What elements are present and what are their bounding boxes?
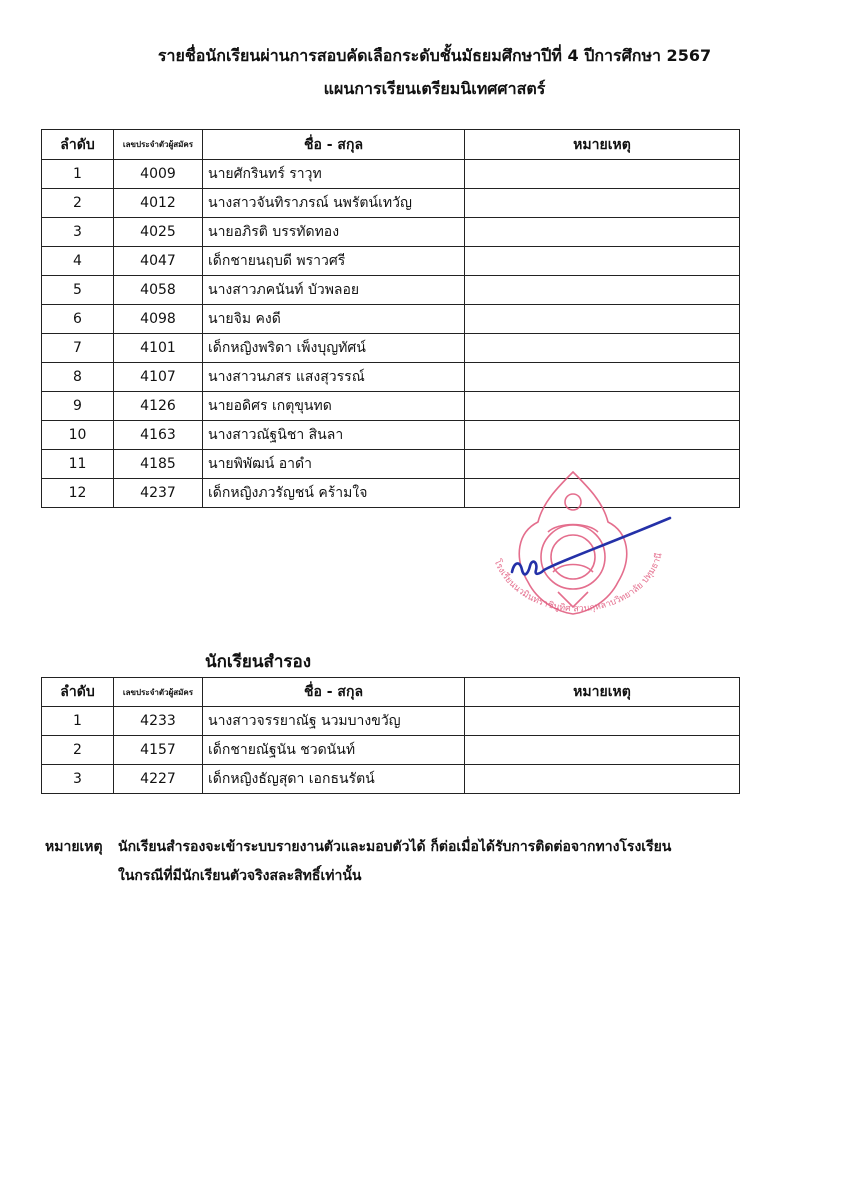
row-name: นายศักรินทร์ ราวุท bbox=[203, 160, 465, 189]
row-applicant-id: 4009 bbox=[114, 160, 203, 189]
table-header-row bbox=[42, 678, 740, 707]
row-remark bbox=[465, 392, 740, 421]
row-remark bbox=[465, 707, 740, 736]
row-order: 1 bbox=[42, 160, 114, 189]
row-order: 9 bbox=[42, 392, 114, 421]
row-name: เด็กหญิงธัญสุดา เอกธนรัตน์ bbox=[203, 765, 465, 794]
row-remark bbox=[465, 736, 740, 765]
header-order: ลำดับ bbox=[42, 678, 114, 707]
row-remark bbox=[465, 363, 740, 392]
row-applicant-id: 4012 bbox=[114, 189, 203, 218]
header-name: ชื่อ - สกุล bbox=[203, 130, 465, 160]
header-remark: หมายเหตุ bbox=[465, 130, 740, 160]
table-row bbox=[42, 334, 740, 363]
table-row bbox=[42, 765, 740, 794]
table-row bbox=[42, 305, 740, 334]
table-row bbox=[42, 736, 740, 765]
signature bbox=[512, 518, 670, 574]
row-order: 1 bbox=[42, 707, 114, 736]
row-name: เด็กชายนฤบดี พราวศรี bbox=[203, 247, 465, 276]
document-title: รายชื่อนักเรียนผ่านการสอบคัดเลือกระดับชั้นมัธยมศึกษาปีที่ 4 ปีการศึกษา 2567 bbox=[157, 46, 712, 65]
row-name: เด็กหญิงภวรัญชน์ คร้ามใจ bbox=[203, 479, 465, 508]
row-order: 5 bbox=[42, 276, 114, 305]
row-name: นางสาวภคนันท์ บัวพลอย bbox=[203, 276, 465, 305]
row-applicant-id: 4047 bbox=[114, 247, 203, 276]
row-remark bbox=[465, 160, 740, 189]
table-row bbox=[42, 247, 740, 276]
row-name: เด็กหญิงพริดา เพ็งบุญทัศน์ bbox=[203, 334, 465, 363]
table-row bbox=[42, 218, 740, 247]
admitted-students-table bbox=[41, 129, 740, 508]
school-seal-with-signature bbox=[478, 462, 678, 642]
seal-text: โรงเรียนนวมินทราชินูทิศ สวนกุหลาบวิทยาลัย ปทุมธานี bbox=[491, 551, 665, 615]
row-applicant-id: 4157 bbox=[114, 736, 203, 765]
note-text-line2: ในกรณีที่มีนักเรียนตัวจริงสละสิทธิ์เท่านั้น bbox=[118, 868, 362, 884]
row-order: 4 bbox=[42, 247, 114, 276]
row-name: นางสาวนภสร แสงสุวรรณ์ bbox=[203, 363, 465, 392]
table-row bbox=[42, 421, 740, 450]
row-name: นายอดิศร เกตุขุนทด bbox=[203, 392, 465, 421]
table-row bbox=[42, 707, 740, 736]
row-applicant-id: 4058 bbox=[114, 276, 203, 305]
row-order: 12 bbox=[42, 479, 114, 508]
row-applicant-id: 4163 bbox=[114, 421, 203, 450]
row-order: 6 bbox=[42, 305, 114, 334]
row-order: 3 bbox=[42, 765, 114, 794]
row-applicant-id: 4237 bbox=[114, 479, 203, 508]
note-text-line1: นักเรียนสำรองจะเข้าระบบรายงานตัวและมอบตัวได้ ก็ต่อเมื่อได้รับการติดต่อจากทางโรงเรียน bbox=[118, 839, 672, 855]
row-remark bbox=[465, 421, 740, 450]
row-remark bbox=[465, 305, 740, 334]
row-name: นางสาวจันทิราภรณ์ นพรัตน์เทวัญ bbox=[203, 189, 465, 218]
row-order: 2 bbox=[42, 189, 114, 218]
row-remark bbox=[465, 247, 740, 276]
row-name: นางสาวณัฐนิชา สินลา bbox=[203, 421, 465, 450]
row-order: 2 bbox=[42, 736, 114, 765]
row-name: นายพิพัฒน์ อาดำ bbox=[203, 450, 465, 479]
header-applicant-id: เลขประจำตัวผู้สมัคร bbox=[114, 678, 203, 707]
row-name: นายจิม คงดี bbox=[203, 305, 465, 334]
row-remark bbox=[465, 189, 740, 218]
row-applicant-id: 4185 bbox=[114, 450, 203, 479]
table-row bbox=[42, 392, 740, 421]
row-order: 3 bbox=[42, 218, 114, 247]
header-order: ลำดับ bbox=[42, 130, 114, 160]
header-applicant-id: เลขประจำตัวผู้สมัคร bbox=[114, 130, 203, 160]
row-name: นางสาวจรรยาณัฐ นวมบางขวัญ bbox=[203, 707, 465, 736]
row-applicant-id: 4025 bbox=[114, 218, 203, 247]
table-row bbox=[42, 160, 740, 189]
row-order: 8 bbox=[42, 363, 114, 392]
row-applicant-id: 4098 bbox=[114, 305, 203, 334]
header-remark: หมายเหตุ bbox=[465, 678, 740, 707]
row-applicant-id: 4233 bbox=[114, 707, 203, 736]
table-row bbox=[42, 189, 740, 218]
row-order: 10 bbox=[42, 421, 114, 450]
row-remark bbox=[465, 334, 740, 363]
row-applicant-id: 4101 bbox=[114, 334, 203, 363]
reserve-students-table bbox=[41, 677, 740, 794]
table-row bbox=[42, 363, 740, 392]
header-name: ชื่อ - สกุล bbox=[203, 678, 465, 707]
row-name: เด็กชายณัฐนัน ชวดนันท์ bbox=[203, 736, 465, 765]
row-order: 11 bbox=[42, 450, 114, 479]
table-header-row bbox=[42, 130, 740, 160]
row-remark bbox=[465, 765, 740, 794]
table-row bbox=[42, 276, 740, 305]
row-applicant-id: 4107 bbox=[114, 363, 203, 392]
svg-text:โรงเรียนนวมินทราชินูทิศ สวนกุห bbox=[491, 552, 664, 615]
row-remark bbox=[465, 218, 740, 247]
row-remark bbox=[465, 276, 740, 305]
reserve-heading: นักเรียนสำรอง bbox=[205, 652, 312, 672]
program-subtitle: แผนการเรียนเตรียมนิเทศศาสตร์ bbox=[323, 79, 546, 98]
note-label: หมายเหตุ bbox=[45, 839, 103, 855]
row-order: 7 bbox=[42, 334, 114, 363]
row-name: นายอภิรติ บรรทัดทอง bbox=[203, 218, 465, 247]
row-applicant-id: 4227 bbox=[114, 765, 203, 794]
row-applicant-id: 4126 bbox=[114, 392, 203, 421]
